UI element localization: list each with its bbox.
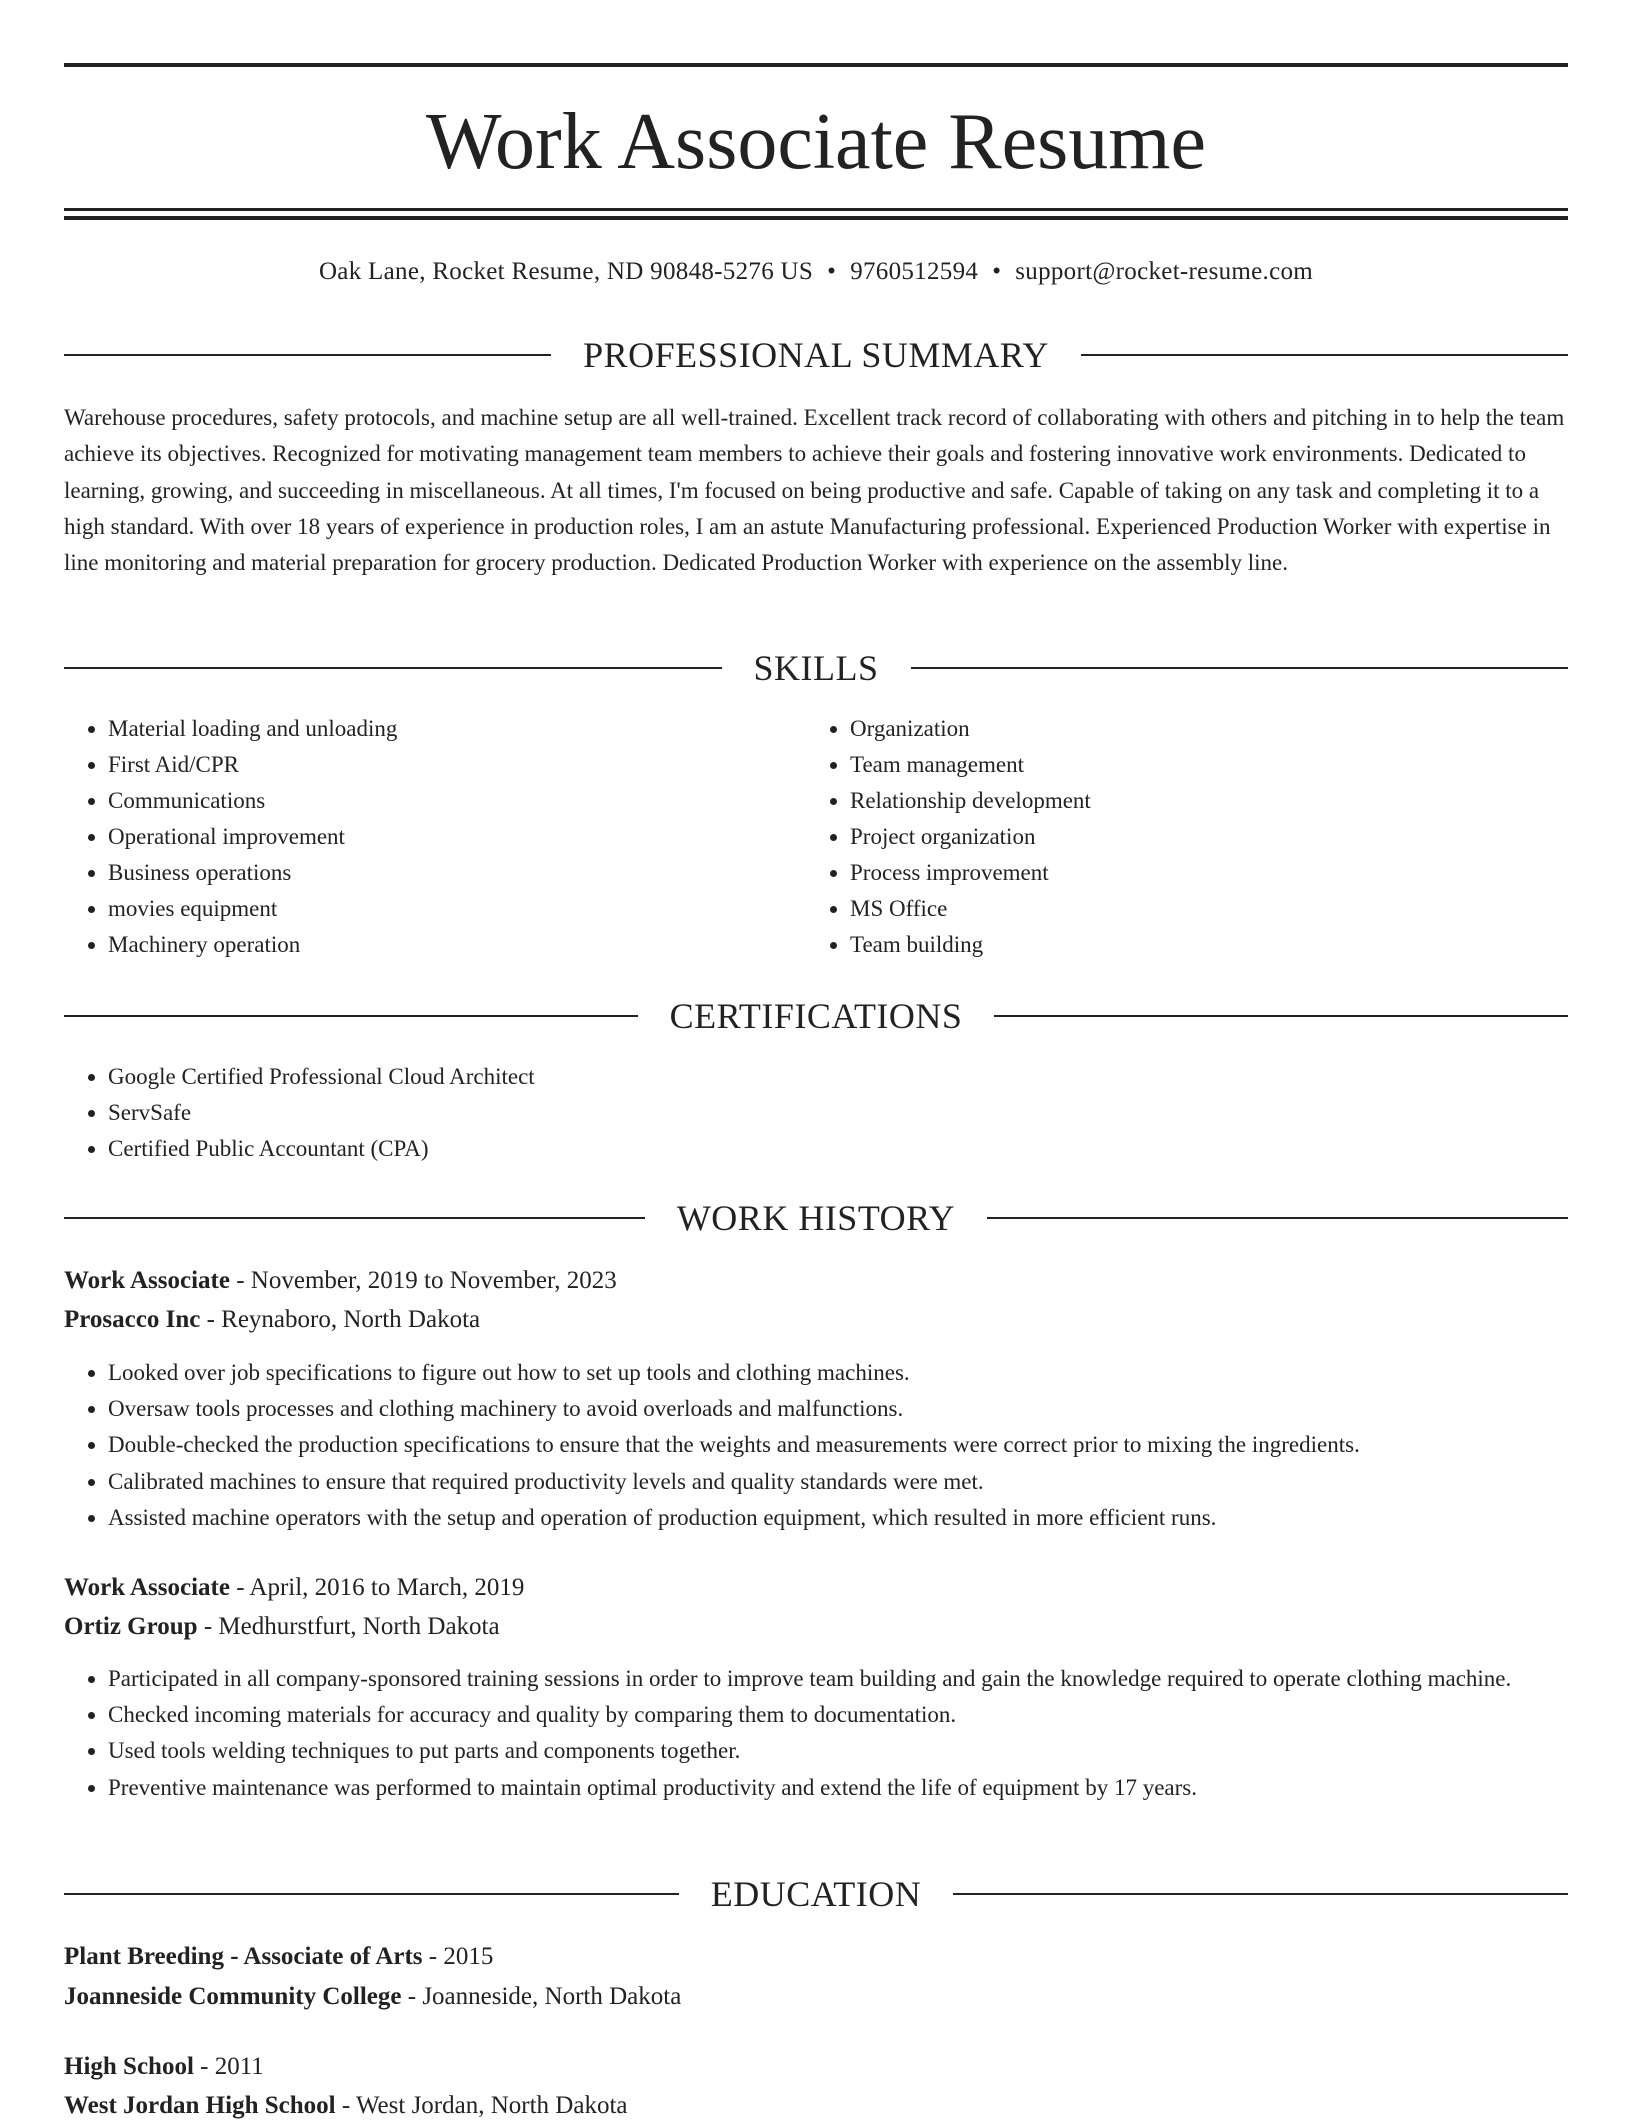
double-rule-upper bbox=[64, 208, 1568, 211]
heading-rule-right bbox=[953, 1893, 1568, 1895]
education-degree: Plant Breeding - Associate of Arts bbox=[64, 1943, 423, 1970]
skills-title: SKILLS bbox=[753, 648, 879, 688]
contact-line bbox=[64, 254, 1568, 290]
heading-rule-left bbox=[64, 354, 551, 356]
job-title-line bbox=[64, 1261, 617, 1301]
job-bullet: • Double-checked the production specifications to ensure that the weights and measurements were correct prior to mixing the ingredients. bbox=[108, 1427, 1568, 1463]
skill-item: • Team management bbox=[850, 747, 1546, 783]
job-company: Ortiz Group bbox=[64, 1613, 198, 1640]
summary-title: PROFESSIONAL SUMMARY bbox=[583, 335, 1049, 375]
heading-rule-right bbox=[911, 667, 1569, 669]
education-year: - 2011 bbox=[193, 2053, 264, 2080]
certification-item: • Certified Public Accountant (CPA) bbox=[108, 1131, 1568, 1167]
work-history-heading bbox=[64, 1196, 1568, 1240]
skills-column-right bbox=[806, 711, 1546, 963]
education-title: EDUCATION bbox=[710, 1874, 922, 1914]
education-school: Joanneside Community College bbox=[64, 1983, 402, 2010]
skill-item: • First Aid/CPR bbox=[108, 747, 804, 783]
heading-rule-right bbox=[1081, 354, 1568, 356]
job-bullet: • Preventive maintenance was performed to maintain optimal productivity and extend the life of equipment by 17 years. bbox=[108, 1770, 1568, 1806]
certification-item: • Google Certified Professional Cloud Architect bbox=[108, 1059, 1568, 1095]
contact-separator: • bbox=[992, 258, 1002, 285]
job-title: Work Associate bbox=[64, 1574, 230, 1601]
contact-email: support@rocket-resume.com bbox=[1015, 258, 1314, 285]
job-bullets bbox=[64, 1355, 1568, 1536]
job-dates: - November, 2019 to November, 2023 bbox=[229, 1267, 617, 1294]
certifications-list bbox=[64, 1059, 1568, 1168]
resume-name: Work Associate Resume bbox=[425, 98, 1207, 186]
skill-item: • Communications bbox=[108, 783, 804, 819]
education-location: - Joanneside, North Dakota bbox=[401, 1983, 682, 2010]
education-school-line bbox=[64, 2086, 628, 2126]
certification-item: • ServSafe bbox=[108, 1095, 1568, 1131]
double-rule-lower bbox=[64, 216, 1568, 220]
job-title: Work Associate bbox=[64, 1267, 230, 1294]
heading-rule-left bbox=[64, 1015, 638, 1017]
heading-rule-right bbox=[994, 1015, 1568, 1017]
skill-item: • Material loading and unloading bbox=[108, 711, 804, 747]
summary-heading bbox=[64, 333, 1568, 377]
contact-separator: • bbox=[827, 258, 837, 285]
job-bullet: • Participated in all company-sponsored training sessions in order to improve team building and gain the knowledge required to operate clothing machine. bbox=[108, 1661, 1568, 1697]
job-company: Prosacco Inc bbox=[64, 1306, 201, 1333]
job-location: - Medhurstfurt, North Dakota bbox=[197, 1613, 500, 1640]
job-bullet: • Oversaw tools processes and clothing machinery to avoid overloads and malfunctions. bbox=[108, 1391, 1568, 1427]
certifications-heading bbox=[64, 994, 1568, 1038]
heading-rule-left bbox=[64, 667, 722, 669]
education-degree: High School bbox=[64, 2053, 194, 2080]
skill-item: • Operational improvement bbox=[108, 819, 804, 855]
skill-item: • Business operations bbox=[108, 855, 804, 891]
heading-rule-right bbox=[987, 1217, 1568, 1219]
skill-item: • Team building bbox=[850, 927, 1546, 963]
skill-item: • Process improvement bbox=[850, 855, 1546, 891]
heading-rule-left bbox=[64, 1217, 645, 1219]
education-degree-line bbox=[64, 2047, 264, 2087]
heading-rule-left bbox=[64, 1893, 679, 1895]
education-year: - 2015 bbox=[422, 1943, 494, 1970]
education-location: - West Jordan, North Dakota bbox=[335, 2092, 628, 2119]
work-history-title: WORK HISTORY bbox=[676, 1198, 956, 1238]
job-dates: - April, 2016 to March, 2019 bbox=[229, 1574, 525, 1601]
skill-item: • Relationship development bbox=[850, 783, 1546, 819]
job-bullets bbox=[64, 1661, 1568, 1806]
job-company-line bbox=[64, 1607, 500, 1647]
education-school: West Jordan High School bbox=[64, 2092, 336, 2119]
job-company-line bbox=[64, 1300, 480, 1340]
contact-address: Oak Lane, Rocket Resume, ND 90848-5276 US bbox=[318, 258, 814, 285]
skill-item: • MS Office bbox=[850, 891, 1546, 927]
job-bullet: • Calibrated machines to ensure that required productivity levels and quality standards were met. bbox=[108, 1464, 1568, 1500]
top-rule bbox=[64, 63, 1568, 67]
certifications-title: CERTIFICATIONS bbox=[669, 996, 963, 1036]
job-bullet: • Checked incoming materials for accuracy and quality by comparing them to documentation. bbox=[108, 1697, 1568, 1733]
skills-column-left bbox=[64, 711, 804, 963]
skills-heading bbox=[64, 646, 1568, 690]
job-title-line bbox=[64, 1568, 524, 1608]
summary-text: Warehouse procedures, safety protocols, and machine setup are all well-trained. Excellent track record of collaborating with others and pitching in to help the team achieve its objectives. Recognized for motivating management team members to achieve their goals and fostering innovative work environments. Dedicated to learning, growing, and succeeding in miscellaneous. At all times, I'm focused on being productive and safe. Capable of taking on any task and completing it to a high standard. With over 18 years of experience in production roles, I am an astute Manufacturing professional. Experienced Production Worker with expertise in line monitoring and material preparation for grocery production. Dedicated Production Worker with experience on the assembly line. bbox=[64, 405, 1565, 576]
job-location: - Reynaboro, North Dakota bbox=[200, 1306, 481, 1333]
skill-item: • Project organization bbox=[850, 819, 1546, 855]
skill-item: • movies equipment bbox=[108, 891, 804, 927]
education-school-line bbox=[64, 1977, 681, 2017]
job-bullet: • Looked over job specifications to figure out how to set up tools and clothing machines. bbox=[108, 1355, 1568, 1391]
job-bullet: • Assisted machine operators with the setup and operation of production equipment, which resulted in more efficient runs. bbox=[108, 1500, 1568, 1536]
skill-item: • Organization bbox=[850, 711, 1546, 747]
contact-phone: 9760512594 bbox=[850, 258, 979, 285]
education-heading bbox=[64, 1872, 1568, 1916]
education-degree-line bbox=[64, 1937, 493, 1977]
skill-item: • Machinery operation bbox=[108, 927, 804, 963]
job-bullet: • Used tools welding techniques to put parts and components together. bbox=[108, 1733, 1568, 1769]
